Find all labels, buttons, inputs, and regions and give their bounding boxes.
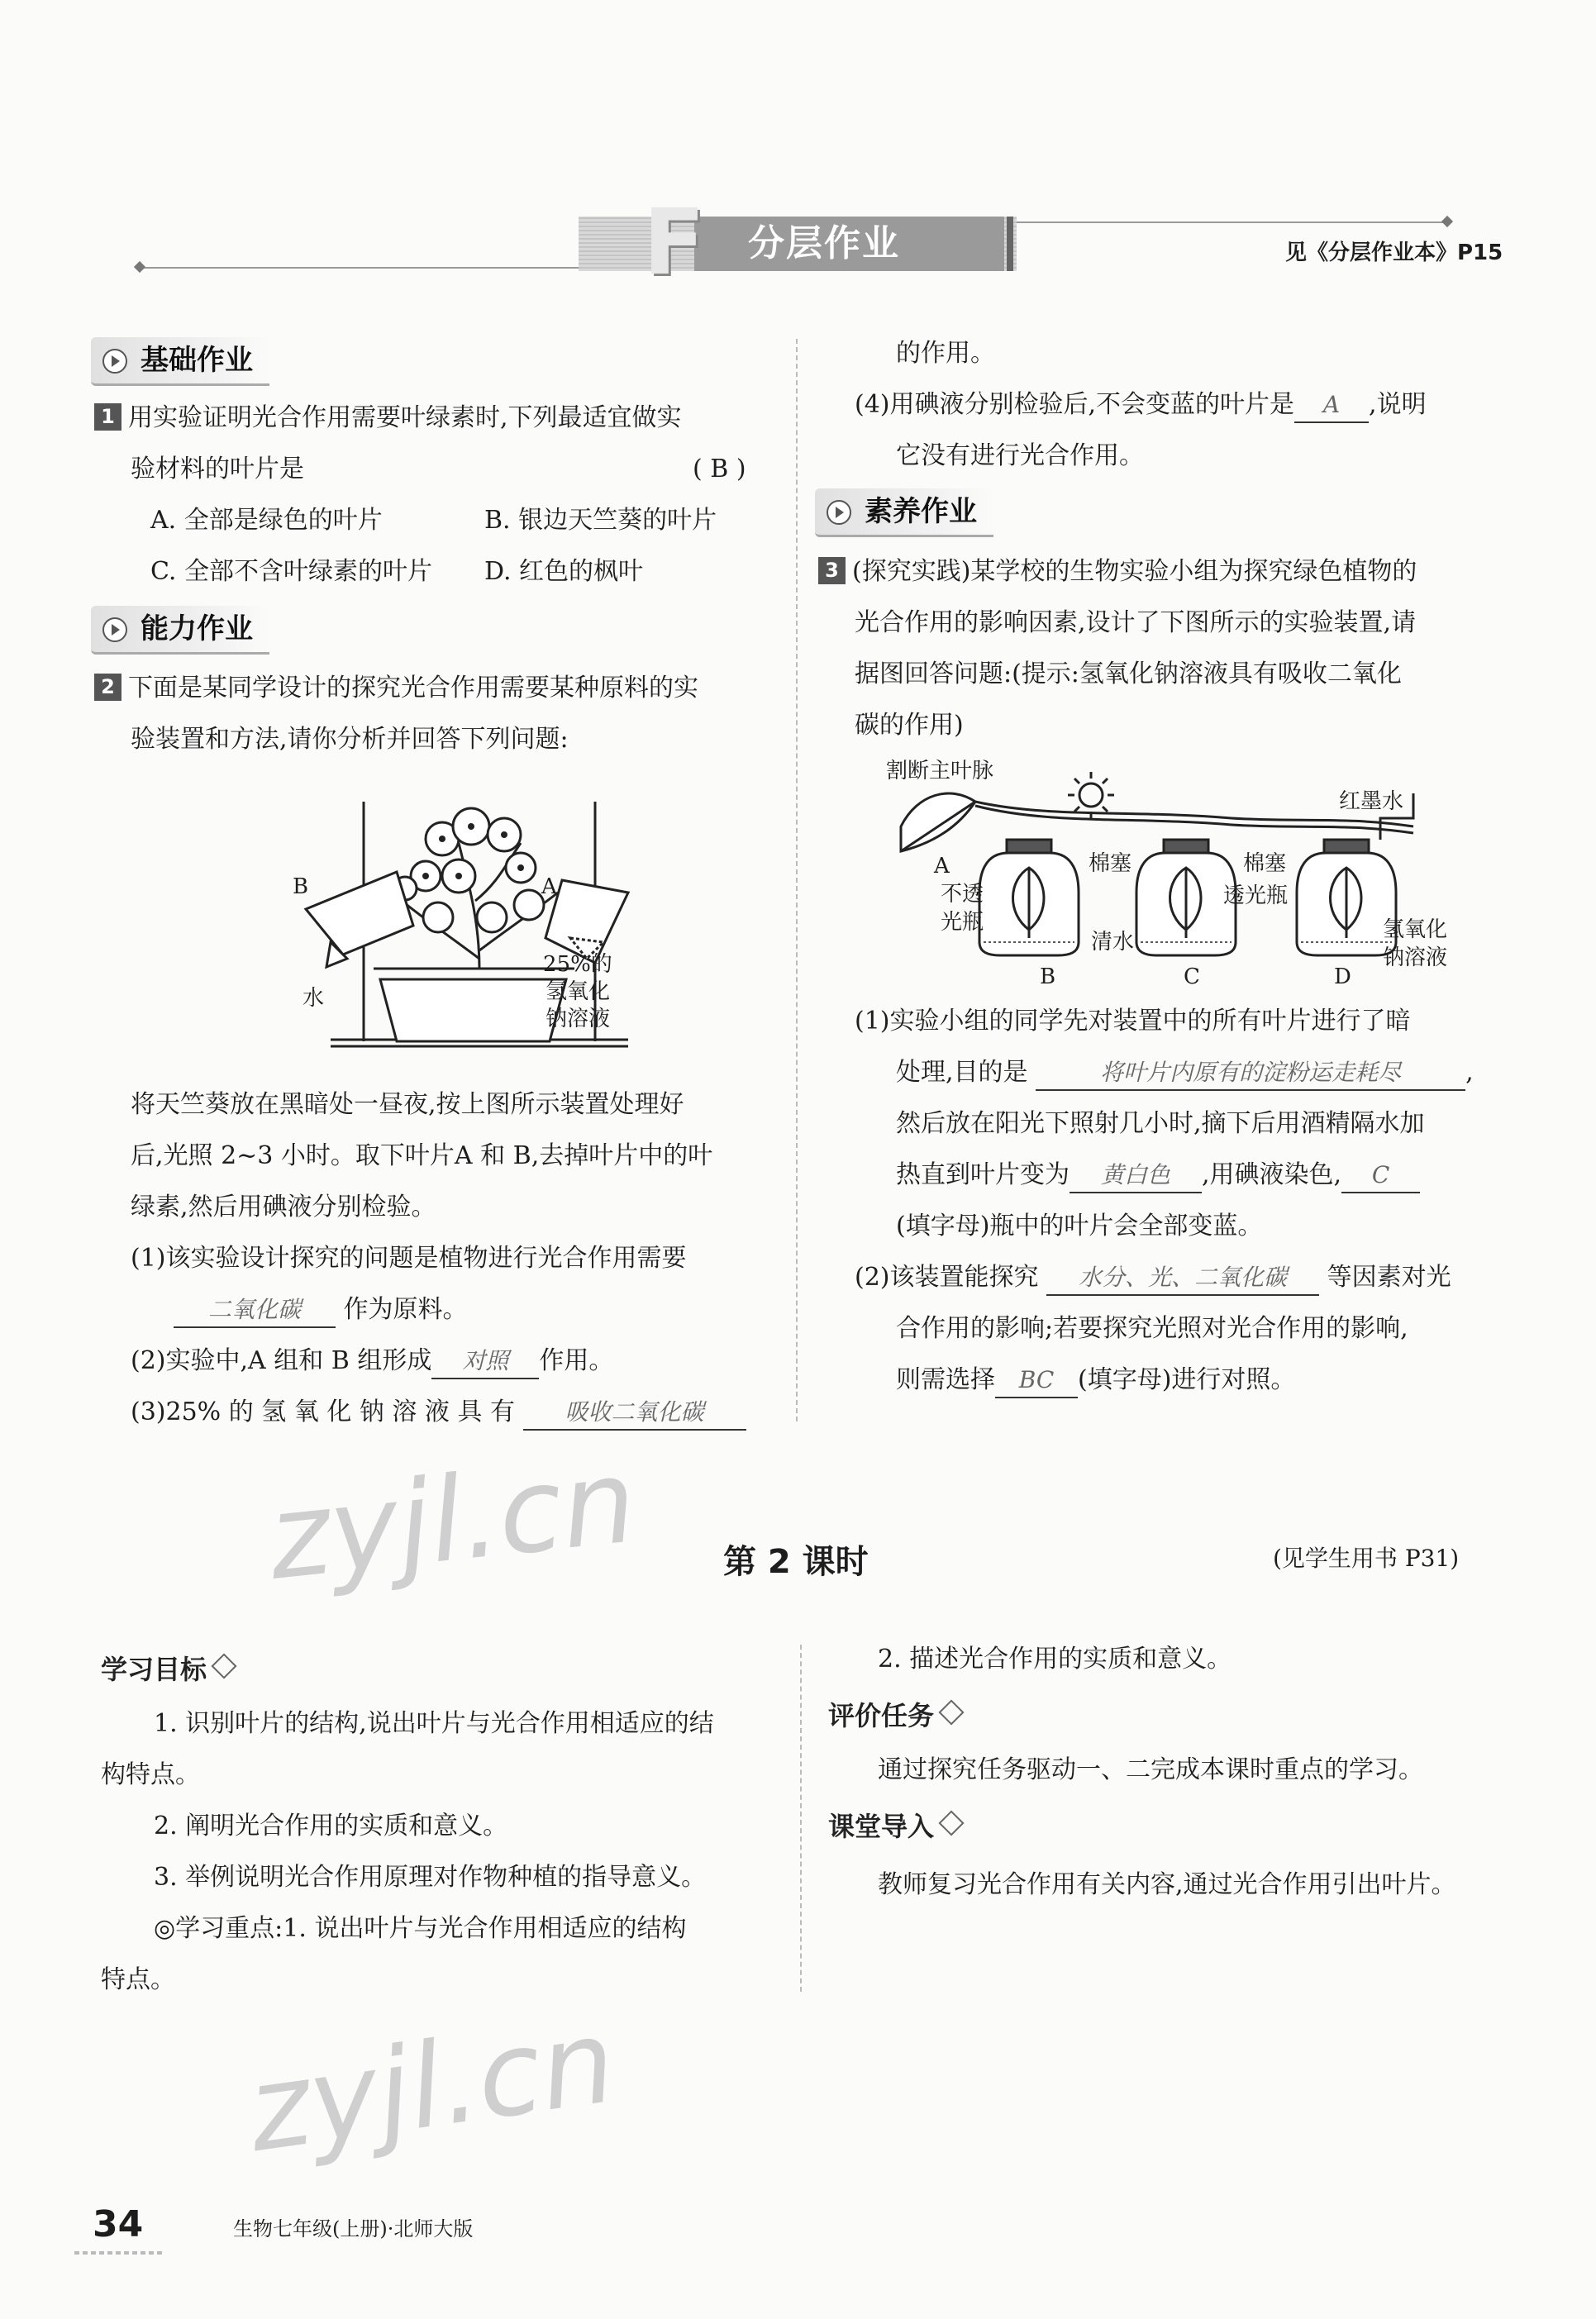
q2-sub4 [855,379,1427,431]
fig2-label-opaque-2: 光瓶 [941,910,984,935]
q3-sub1-blank3: C [1341,1159,1420,1193]
fig2-label-c: C [1184,964,1200,989]
goal2: 2. 阐明光合作用的实质和意义。 [154,1812,508,1840]
section-ability-label: 能力作业 [141,612,253,645]
fig1-label-b: B [293,874,309,899]
q3-number: 3 [818,557,846,584]
fig1-label-a: A [541,874,557,899]
fig2-label-opaque-1: 不透 [941,882,984,907]
header-rule-left [141,267,587,269]
fig2-label-naoh-2: 钠溶液 [1383,945,1448,970]
figure-geranium-apparatus [281,793,669,1058]
header-logo-letter: F [643,189,706,295]
q3-line2: 光合作用的影响因素,设计了下图所示的实验装置,请 [855,608,1417,637]
book-title: 生物七年级(上册)·北师大版 [233,2217,474,2240]
q1-option-a: A. 全部是绿色的叶片 [150,506,383,535]
fig2-label-cut-vein: 割断主叶脉 [886,759,994,783]
header-banner-end [1007,217,1013,271]
q3-line3: 据图回答问题:(提示:氢氧化钠溶液具有吸收二氧化 [855,660,1402,688]
q2-sub4-tail: ,说明 [1369,390,1427,419]
header-banner [579,189,1017,295]
q3-sub2-blank2: BC [995,1364,1078,1398]
fig2-label-a: A [934,854,950,879]
watermark-1: zyjl.cn [262,1434,642,1607]
fig1-label-water: 水 [303,986,325,1011]
q2-sub2-blank: 对照 [431,1345,539,1379]
fig1-label-naoh-3: 钠溶液 [545,1007,611,1031]
q3-sub1-line2 [896,1047,1474,1098]
arrow-icon [827,500,851,525]
head-learning-goals-label: 学习目标 [101,1654,207,1685]
page-number: 34 [93,2203,144,2245]
diamond-icon [938,1699,964,1725]
q2-sub1-line1: (1)该实验设计探究的问题是植物进行光合作用需要 [131,1244,687,1273]
class-intro-text: 教师复习光合作用有关内容,通过光合作用引出叶片。 [878,1870,1456,1899]
q2-sub1-blank: 二氧化碳 [174,1293,336,1328]
q3-sub1-line1: (1)实验小组的同学先对装置中的所有叶片进行了暗 [855,1007,1411,1036]
section-basic-label: 基础作业 [141,344,253,377]
q3-sub2-choose: 则需选择 [896,1365,995,1394]
q2-number: 2 [94,674,121,701]
section-literacy-label: 素养作业 [865,495,977,528]
q3-sub2-end: (填字母)进行对照。 [1078,1365,1296,1394]
focus-line2: 特点。 [101,1965,175,1994]
fig2-label-water: 清水 [1091,930,1135,955]
column-divider-bottom [800,1645,802,1992]
fig2-label-naoh-1: 氢氧化 [1383,917,1448,942]
q3-sub1-blank1: 将叶片内原有的淀粉运走耗尽 [1036,1056,1465,1091]
q2-sub4-head: (4)用碘液分别检验后,不会变蓝的叶片是 [855,390,1295,419]
q2-sub3-blank: 吸收二氧化碳 [523,1396,746,1431]
goal1-line2: 构特点。 [101,1760,200,1789]
q3-sub2-line1 [855,1252,1451,1303]
q3-sub1-comma: , [1465,1058,1474,1087]
watermark-2: zyjl.cn [240,1993,623,2179]
q2-sub3-head: (3)25% 的 氢 氧 化 钠 溶 液 具 有 [131,1398,515,1426]
q1-line1 [94,393,682,444]
q3-line4: 碳的作用) [855,711,964,740]
goal3: 3. 举例说明光合作用原理对作物种植的指导意义。 [154,1863,707,1892]
q1-line2: 验材料的叶片是 [131,455,304,483]
fig2-label-red-ink: 红墨水 [1339,789,1404,814]
q1-option-b: B. 银边天竺葵的叶片 [484,506,717,535]
section-literacy [815,488,993,537]
q1-text1: 用实验证明光合作用需要叶绿素时,下列最适宜做实 [128,403,682,432]
column-divider-top [796,339,798,1421]
header-rule-right-dot [1441,216,1453,227]
q2-para2: 后,光照 2~3 小时。取下叶片A 和 B,去掉叶片中的叶 [131,1141,713,1170]
arrow-icon [102,617,127,642]
page-number-underline [74,2251,165,2255]
q3-text1: (探究实践)某学校的生物实验小组为探究绿色植物的 [852,557,1417,586]
header-ref: 见《分层作业本》P15 [1285,240,1503,265]
q1-answer: ( B ) [693,455,746,483]
q1-option-c: C. 全部不含叶绿素的叶片 [150,557,432,586]
q3-sub2-blank1: 水分、光、二氧化碳 [1046,1261,1319,1296]
q2-para1: 将天竺葵放在黑暗处一昼夜,按上图所示装置处理好 [131,1090,684,1119]
diamond-icon [211,1653,236,1679]
q3-sub1-blank2: 黄白色 [1070,1159,1202,1193]
q3-line1 [818,546,1417,598]
q3-sub2-head: (2)该装置能探究 [855,1263,1039,1292]
focus-line1: ◎学习重点:1. 说出叶片与光合作用相适应的结构 [154,1914,687,1943]
header-rule-right [1017,221,1446,223]
lesson-ref: (见学生用书 P31) [1273,1545,1460,1572]
q2-sub4-line2: 它没有进行光合作用。 [896,441,1144,470]
q2-para3: 绿素,然后用碘液分别检验。 [131,1193,436,1221]
fig1-label-naoh-1: 25%的 [543,952,612,977]
section-basic [91,337,269,386]
head-evaluation [828,1695,960,1736]
lesson-title: 第 2 课时 [723,1543,869,1581]
q2-sub3 [131,1387,746,1438]
q2-line2: 验装置和方法,请你分析并回答下列问题: [131,725,569,754]
q2-line1 [94,663,698,714]
q2-sub2-tail: 作用。 [539,1346,614,1375]
header-rule-left-dot [134,261,145,273]
evaluation-text: 通过探究任务驱动一、二完成本课时重点的学习。 [878,1755,1423,1784]
goal-describe: 2. 描述光合作用的实质和意义。 [878,1645,1232,1674]
q3-sub1-line4 [896,1150,1420,1201]
q2-sub2-head: (2)实验中,A 组和 B 组形成 [131,1346,432,1375]
goal1-line1: 1. 识别叶片的结构,说出叶片与光合作用相适应的结 [154,1709,714,1738]
fig2-label-cotton-1: 棉塞 [1089,851,1132,876]
head-class-intro-label: 课堂导入 [828,1811,935,1842]
fig2-label-d: D [1334,964,1351,989]
q2-continued: 的作用。 [896,339,995,368]
q2-sub1-line2 [174,1284,468,1336]
q3-sub1-stain: ,用碘液染色, [1202,1160,1342,1189]
q2-sub4-blank: A [1294,388,1369,423]
q1-number: 1 [94,403,121,431]
arrow-icon [102,349,127,374]
q2-text1: 下面是某同学设计的探究光合作用需要某种原料的实 [128,674,698,702]
fig2-label-b: B [1040,964,1056,989]
q2-sub2 [131,1336,613,1387]
section-ability [91,606,269,655]
fig2-label-transparent: 透光瓶 [1223,883,1289,908]
q1-option-d: D. 红色的枫叶 [484,557,644,586]
q3-sub2-line2: 合作用的影响;若要探究光照对光合作用的影响, [896,1314,1408,1343]
header-title: 分层作业 [748,222,900,264]
q3-sub1-heat: 热直到叶片变为 [896,1160,1070,1189]
q3-sub2-line3 [896,1355,1295,1406]
q3-sub1-line5: (填字母)瓶中的叶片会全部变蓝。 [896,1212,1263,1240]
head-class-intro [828,1806,960,1847]
diamond-icon [938,1810,964,1836]
head-learning-goals [101,1649,233,1690]
q3-sub2-tail: 等因素对光 [1327,1263,1451,1292]
q2-sub1-tail: 作为原料。 [343,1295,468,1324]
fig2-label-cotton-2: 棉塞 [1243,851,1287,876]
fig1-label-naoh-2: 氢氧化 [545,979,611,1004]
head-evaluation-label: 评价任务 [828,1700,935,1731]
q3-sub1-head: 处理,目的是 [896,1058,1028,1087]
q3-sub1-line3: 然后放在阳光下照射几小时,摘下后用酒精隔水加 [896,1109,1425,1138]
